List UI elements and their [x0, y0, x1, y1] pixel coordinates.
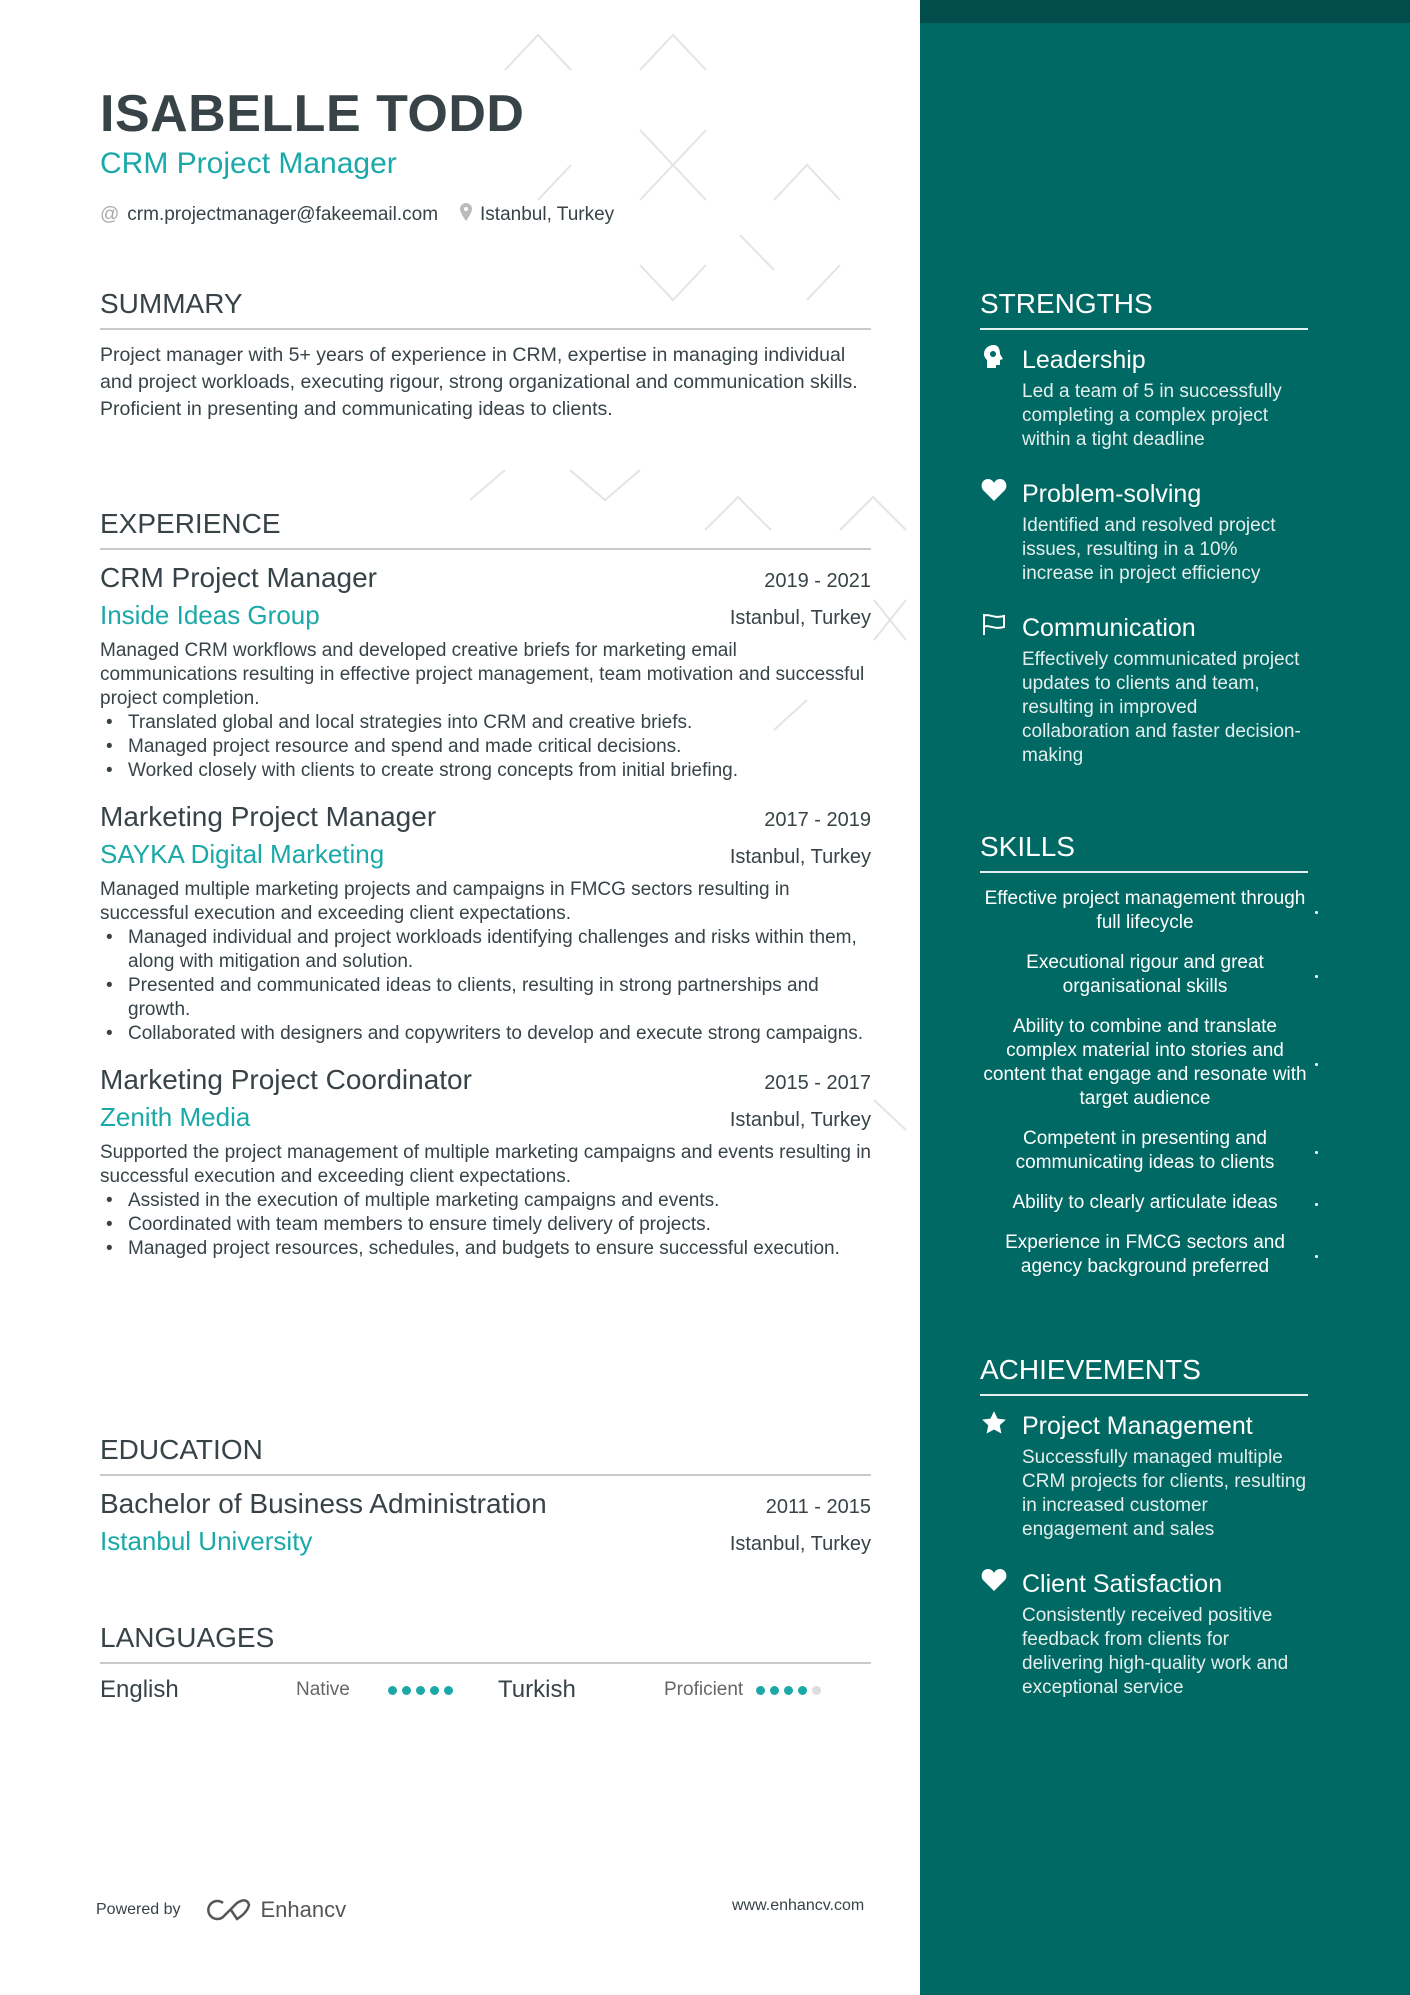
section-heading: EXPERIENCE: [100, 508, 871, 550]
job-location: Istanbul, Turkey: [729, 607, 871, 629]
education-section: [100, 1434, 871, 1557]
heart-icon: [980, 478, 1008, 586]
job-dates: 2015 - 2017: [764, 1072, 871, 1094]
skill-label: Experience in FMCG sectors and agency background preferred: [1005, 1232, 1285, 1277]
item-description: Consistently received positive feedback from clients for delivering high-quality work and exceptional service: [1022, 1605, 1289, 1698]
skill-label: Ability to combine and translate complex material into stories and content that engage and resonate with target audience: [983, 1016, 1307, 1109]
job-company-row: [100, 1096, 871, 1133]
item-title: Communication: [1022, 614, 1196, 642]
languages-section: [100, 1622, 871, 1704]
job-summary: Managed multiple marketing projects and campaigns in FMCG sectors resulting in successful execution and exceeding client expectations.: [100, 879, 790, 924]
job-header: [100, 1064, 871, 1096]
job-header: [100, 801, 871, 833]
bullet-item: • Managed project resource and spend and made critical decisions.: [100, 735, 871, 759]
skill-item: [980, 1015, 1310, 1111]
language-rating: [388, 1686, 498, 1695]
job-location: Istanbul, Turkey: [729, 846, 871, 868]
footer-brand: [96, 1897, 346, 1923]
at-icon: @: [100, 204, 120, 225]
section-heading: STRENGTHS: [980, 288, 1308, 330]
rating-dot: [798, 1686, 807, 1695]
job-location: Istanbul, Turkey: [729, 1109, 871, 1131]
job-header: [100, 562, 871, 594]
rating-dot: [430, 1686, 439, 1695]
sidebar: [920, 0, 1410, 1995]
job-bullets: [100, 1189, 871, 1261]
item-description: Effectively communicated project updates to clients and team, resulting in improved collaboration and faster decision-making: [1022, 649, 1301, 766]
skill-dot: [1315, 975, 1318, 978]
language-level: Native: [296, 1679, 350, 1700]
achievements-section: [980, 1354, 1308, 1726]
item-title: Leadership: [1022, 346, 1146, 374]
language-name: English: [100, 1676, 179, 1703]
achievements-item: [980, 1410, 1308, 1542]
skill-dot: [1315, 1203, 1318, 1206]
item-body: [1022, 1410, 1308, 1542]
rating-dot: [416, 1686, 425, 1695]
footer-url[interactable]: www.enhancv.com: [732, 1897, 865, 1914]
job-entry: [100, 562, 871, 783]
item-title: Project Management: [1022, 1412, 1253, 1440]
job-title: Marketing Project Manager: [100, 801, 437, 832]
achievements-item: [980, 1568, 1308, 1700]
skill-item: [980, 1191, 1310, 1215]
job-summary: Managed CRM workflows and developed creative briefs for marketing email communications resulting in effective project management, team motivation and successful project completion.: [100, 640, 865, 709]
rating-dot: [402, 1686, 411, 1695]
job-description: [100, 878, 871, 1046]
section-heading: SKILLS: [980, 831, 1308, 873]
company-name: Zenith Media: [100, 1102, 251, 1132]
item-body: [1022, 344, 1308, 452]
powered-by-label: Powered by: [96, 1901, 181, 1918]
strengths-item: [980, 612, 1308, 768]
experience-section: [100, 508, 871, 1279]
job-description: [100, 1141, 871, 1261]
bullet-item: • Worked closely with clients to create strong concepts from initial briefing.: [100, 759, 871, 783]
strengths-item: [980, 344, 1308, 452]
job-bullets: [100, 926, 871, 1046]
flag-icon: [980, 612, 1008, 768]
skill-item: [980, 1231, 1310, 1279]
bullet-item: • Collaborated with designers and copywriters to develop and execute strong campaigns.: [100, 1022, 871, 1046]
star-icon: [980, 1410, 1008, 1542]
skill-item: [980, 951, 1310, 999]
item-body: [1022, 1568, 1308, 1700]
job-title: CRM Project Manager: [100, 562, 377, 593]
degree: Bachelor of Business Administration: [100, 1488, 547, 1519]
bullet-item: • Presented and communicated ideas to clients, resulting in strong partnerships and growth.: [100, 974, 871, 1022]
bullet-item: • Translated global and local strategies into CRM and creative briefs.: [100, 711, 871, 735]
job-dates: 2017 - 2019: [764, 809, 871, 831]
email[interactable]: crm.projectmanager@fakeemail.com: [127, 204, 439, 225]
company-name: SAYKA Digital Marketing: [100, 839, 385, 869]
item-body: [1022, 478, 1308, 586]
language-level: Proficient: [664, 1679, 744, 1700]
rating-dot: [784, 1686, 793, 1695]
job-entry: [100, 801, 871, 1046]
education-location: Istanbul, Turkey: [729, 1533, 871, 1555]
job-company-row: [100, 594, 871, 631]
location: Istanbul, Turkey: [480, 204, 615, 225]
skill-label: Effective project management through full lifecycle: [984, 888, 1306, 933]
job-summary: Supported the project management of multiple marketing campaigns and events resulting in successful execution and exceeding client expectations.: [100, 1142, 871, 1187]
summary-text: Project manager with 5+ years of experience in CRM, expertise in managing individual and project workloads, executing rigour, strong organizational and communication skills. Proficient in presenting and communicating ideas to clients.: [100, 344, 858, 420]
bullet-item: • Managed individual and project workloads identifying challenges and risks within them, along with mitigation and solution.: [100, 926, 871, 974]
job-description: [100, 639, 871, 783]
candidate-name: ISABELLE TODD: [100, 85, 525, 143]
company-name: Inside Ideas Group: [100, 600, 320, 630]
skill-item: [980, 1127, 1310, 1175]
rating-dot: [770, 1686, 779, 1695]
education-dates: 2011 - 2015: [765, 1496, 871, 1518]
skill-item: [980, 887, 1310, 935]
skill-dot: [1315, 1255, 1318, 1258]
bullet-item: • Assisted in the execution of multiple marketing campaigns and events.: [100, 1189, 871, 1213]
job-company-row: [100, 833, 871, 870]
item-description: Identified and resolved project issues, resulting in a 10% increase in project efficiency: [1022, 515, 1276, 584]
location-pin-icon: [460, 203, 472, 227]
section-heading: SUMMARY: [100, 288, 871, 330]
skill-dot: [1315, 1063, 1318, 1066]
skill-label: Ability to clearly articulate ideas: [1012, 1192, 1278, 1213]
rating-dot: [756, 1686, 765, 1695]
skill-label: Executional rigour and great organisational skills: [1026, 952, 1264, 997]
summary-section: [100, 288, 871, 423]
strengths-item: [980, 478, 1308, 586]
item-title: Client Satisfaction: [1022, 1570, 1223, 1598]
language-rating: [756, 1686, 830, 1695]
skills-section: [980, 831, 1308, 1295]
section-heading: ACHIEVEMENTS: [980, 1354, 1308, 1396]
bullet-item: • Coordinated with team members to ensure timely delivery of projects.: [100, 1213, 871, 1237]
brain-head-icon: [980, 344, 1008, 452]
heart-icon: [980, 1568, 1008, 1700]
rating-dot: [812, 1686, 821, 1695]
section-heading: LANGUAGES: [100, 1622, 871, 1664]
job-bullets: [100, 711, 871, 783]
item-description: Successfully managed multiple CRM projects for clients, resulting in increased customer engagement and sales: [1022, 1447, 1307, 1540]
skill-dot: [1315, 911, 1318, 914]
candidate-title: CRM Project Manager: [100, 147, 397, 180]
rating-dot: [444, 1686, 453, 1695]
section-heading: EDUCATION: [100, 1434, 871, 1476]
skill-label: Competent in presenting and communicating ideas to clients: [1015, 1128, 1275, 1173]
skill-dot: [1315, 1151, 1318, 1154]
strengths-section: [980, 288, 1308, 794]
job-entry: [100, 1064, 871, 1261]
job-dates: 2019 - 2021: [764, 570, 871, 592]
enhancv-logo-icon: [207, 1899, 253, 1921]
bullet-item: • Managed project resources, schedules, and budgets to ensure successful execution.: [100, 1237, 871, 1261]
contact-row: [100, 203, 614, 227]
sidebar-top-strip: [920, 0, 1410, 23]
item-title: Problem-solving: [1022, 480, 1202, 508]
enhancv-brand: Enhancv: [260, 1897, 347, 1922]
item-description: Led a team of 5 in successfully completing a complex project within a tight deadline: [1022, 381, 1282, 450]
item-body: [1022, 612, 1308, 768]
rating-dot: [388, 1686, 397, 1695]
job-title: Marketing Project Coordinator: [100, 1064, 472, 1095]
school: Istanbul University: [100, 1526, 313, 1556]
language-name: Turkish: [498, 1676, 576, 1703]
